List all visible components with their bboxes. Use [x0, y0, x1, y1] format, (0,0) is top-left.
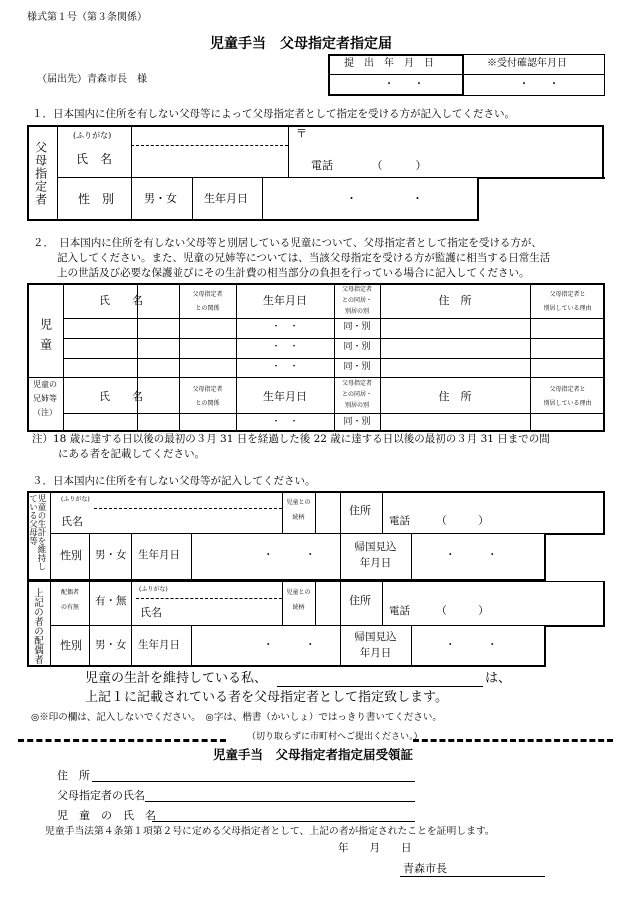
submit-date-field[interactable]: ・ ・ — [384, 79, 424, 90]
section3-heading: ３．日本国内に住所を有しない父母等が記入してください。 — [32, 475, 316, 487]
receipt-guardian-label: 父母指定者の氏名 — [57, 789, 145, 802]
note-line-2: にある者を記載してください。 — [58, 448, 205, 460]
section2-heading-2: 記入してください。また、児童の兄姉等については、当該父母指定を受ける方が監護に相当する日常生活 — [57, 252, 551, 264]
parent-dob-field[interactable]: ・ ・ — [263, 549, 316, 561]
sibling-col-name-header: 氏 名 — [99, 390, 143, 403]
spouse-side-label: 上記の者の配偶者 — [31, 588, 43, 664]
name-label: 氏 名 — [76, 152, 113, 166]
receipt-child-line[interactable] — [152, 821, 415, 822]
spouse-dob-label: 生年月日 — [138, 639, 180, 651]
sibling-label-2: 兄姉等 — [33, 394, 57, 403]
child-row-dob[interactable]: ・ ・ — [271, 362, 299, 372]
col-cohab-header-2: との同居・ — [341, 297, 372, 304]
child-row-cohab[interactable]: 同・別 — [343, 362, 371, 372]
spouse-flag-1: 配偶者 — [60, 589, 79, 596]
spouse-return-label-1: 帰国見込 — [354, 631, 397, 643]
col-reason-header-2: 別居している理由 — [543, 305, 592, 312]
receipt-guardian-line[interactable] — [145, 801, 415, 802]
spouse-phone-field[interactable]: 電話 （ ） — [389, 605, 489, 617]
spouse-dob-field[interactable]: ・ ・ — [263, 639, 316, 651]
col-cohab-header-3: 別居の別 — [344, 308, 369, 315]
sibling-col-address: 住 所 — [438, 390, 472, 403]
declaration-line1a: 児童の生計を維持している私、 — [85, 671, 268, 686]
spouse-flag-field[interactable]: 有・無 — [95, 595, 127, 607]
parent-sex-label: 性別 — [60, 549, 82, 562]
receipt-issuer: 青森市長 — [403, 862, 447, 875]
sibling-col-reason-1: 父母指定者と — [549, 386, 586, 393]
col-relation-header-2: との関係 — [195, 305, 220, 312]
spouse-return-label-2: 年月日 — [359, 647, 392, 659]
phone-field[interactable]: 電話 （ ） — [311, 159, 427, 172]
child-row-dob[interactable]: ・ ・ — [271, 342, 299, 352]
parent-dob-label: 生年月日 — [138, 549, 180, 561]
note-line-1: 注）18 歳に達する日以後の最初の３月 31 日を経過した後 22 歳に達する日以後の最初の３月 31 日までの間 — [32, 433, 550, 445]
sibling-col-cohab-2: との同居・ — [341, 391, 372, 398]
section1-heading: １．日本国内に住所を有しない父母等によって父母指定者として指定を受ける方が記入してください。 — [32, 108, 515, 120]
receipt-certification: 児童手当法第４条第１項第２号に定める父母指定者として、上記の者が指定されたことを証明します。 — [45, 826, 495, 837]
postal-mark: 〒 — [296, 127, 307, 140]
parent-phone-field[interactable]: 電話 （ ） — [389, 515, 489, 527]
sex-field[interactable]: 男・女 — [144, 192, 177, 205]
section1-side-label: 父母指定者 — [33, 141, 48, 206]
receipt-issuer-line — [400, 876, 545, 877]
col-dob-header: 生年月日 — [263, 294, 307, 307]
declarant-name-line[interactable] — [277, 686, 483, 687]
sibling-label-3: （注） — [33, 408, 57, 417]
sibling-col-reason-2: 別居している理由 — [543, 400, 592, 407]
child-row-cohab[interactable]: 同・別 — [343, 322, 371, 332]
receipt-date: 年 月 日 — [338, 842, 412, 854]
child-row-cohab[interactable]: 同・別 — [343, 342, 371, 352]
receipt-date-field: ・ ・ — [519, 79, 559, 90]
col-address-header: 住 所 — [438, 294, 472, 307]
bottom-note: ◎※印の欄は、記入しないでください。 ◎字は、楷書（かいしょ）ではっきり書いてください。 — [31, 712, 442, 723]
declaration-line2: 上記１に記載されている者を父母指定者として指定致します。 — [85, 690, 448, 705]
sibling-label-1: 児童の — [33, 380, 57, 389]
dob-label: 生年月日 — [204, 192, 248, 205]
sibling-col-dob-header: 生年月日 — [263, 390, 307, 403]
submit-date-label: 提 出 年 月 日 — [344, 58, 434, 69]
spouse-flag-2: の有無 — [60, 604, 79, 611]
parent-address-label: 住所 — [349, 504, 371, 517]
sibling-col-cohab-1: 父母指定者 — [341, 380, 372, 387]
sibling-col-cohab-3: 別居の別 — [344, 402, 369, 409]
section2-heading-3: 上の世話及び必要な保護並びにその生計費の相当部分の負担を行っている場合に記入してください。 — [57, 267, 530, 279]
col-relation-header-1: 父母指定者 — [192, 291, 223, 298]
parent-relation-1: 児童との — [286, 499, 311, 506]
parent-furigana: (ふりがな) — [61, 496, 90, 503]
sibling-col-relation-2: との関係 — [195, 400, 220, 407]
receipt-title: 児童手当 父母指定者指定届受領証 — [213, 747, 414, 762]
form-title: 児童手当 父母指定者指定届 — [210, 36, 392, 52]
spouse-sex-field[interactable]: 男・女 — [95, 639, 127, 651]
section2-heading-1: ２． 日本国内に住所を有しない父母等と別居している児童について、父母指定者として指定を受ける方が、 — [33, 237, 542, 249]
col-name-header: 氏 名 — [99, 294, 143, 307]
addressee: （届出先）青森市長 様 — [37, 74, 147, 85]
spouse-furigana: (ふりがな) — [139, 586, 168, 593]
parent-side-label: 児童の生計を維持している父母等 — [27, 494, 46, 571]
col-reason-header-1: 父母指定者と — [549, 291, 586, 298]
parent-sex-field[interactable]: 男・女 — [95, 549, 127, 561]
receipt-date-label: ※受付確認年月日 — [487, 58, 567, 69]
sibling-col-relation-1: 父母指定者 — [192, 386, 223, 393]
dob-field[interactable]: ・ ・ — [346, 192, 423, 205]
spouse-sex-label: 性別 — [60, 639, 82, 652]
col-cohab-header-1: 父母指定者 — [341, 286, 372, 293]
spouse-address-label: 住所 — [349, 594, 371, 607]
declaration-line1b: は、 — [485, 671, 512, 686]
spouse-relation-1: 児童との — [286, 589, 311, 596]
sibling-row-cohab[interactable]: 同・別 — [343, 417, 371, 427]
spouse-return-field[interactable]: ・ ・ — [445, 639, 498, 651]
child-label: 児童 — [38, 318, 53, 358]
parent-return-field[interactable]: ・ ・ — [445, 549, 498, 561]
child-row-dob[interactable]: ・ ・ — [271, 322, 299, 332]
parent-relation-2: 続柄 — [292, 514, 305, 521]
receipt-address-label: 住 所 — [57, 769, 90, 782]
sex-label: 性 別 — [78, 192, 115, 206]
parent-return-label-1: 帰国見込 — [354, 541, 397, 553]
spouse-relation-2: 続柄 — [292, 604, 305, 611]
spouse-name-label: 氏名 — [140, 606, 162, 619]
form-number: 様式第１号（第３条関係） — [27, 12, 147, 23]
sibling-row-dob[interactable]: ・ ・ — [271, 417, 299, 427]
parent-name-label: 氏名 — [61, 515, 83, 528]
receipt-child-label: 児 童 の 氏 名 — [57, 809, 156, 822]
receipt-address-line[interactable] — [92, 781, 415, 782]
cut-note: （切り取らずに市町村へご提出ください。） — [247, 732, 423, 742]
furigana-label: (ふりがな) — [73, 131, 112, 140]
parent-return-label-2: 年月日 — [359, 557, 392, 569]
